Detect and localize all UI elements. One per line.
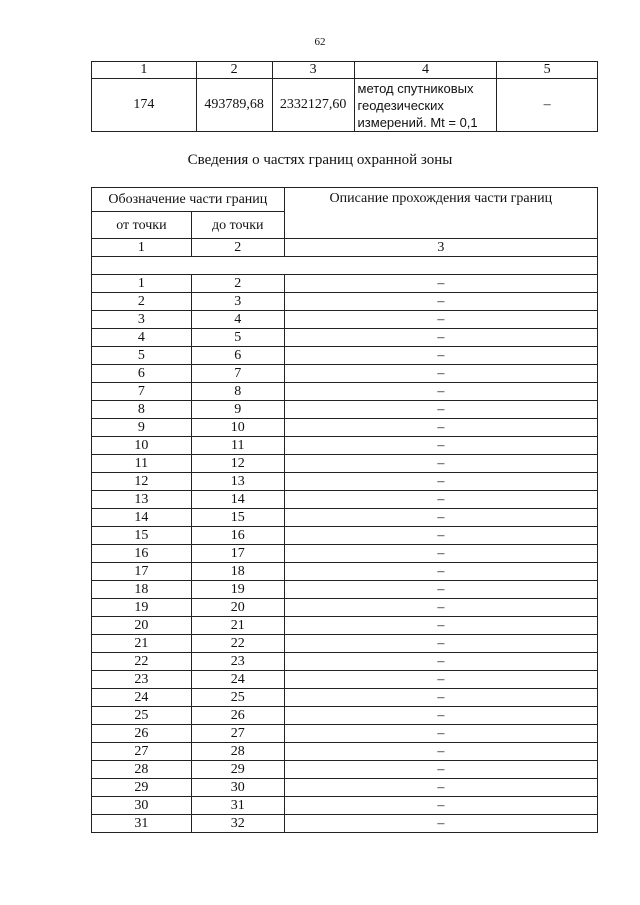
- cell-desc: –: [284, 527, 597, 545]
- method-description: [354, 79, 497, 132]
- cell-from: 12: [92, 473, 192, 491]
- header-to: до точки: [191, 212, 284, 239]
- cell-to: 22: [191, 635, 284, 653]
- table-row: [92, 635, 598, 653]
- cell-to: 17: [191, 545, 284, 563]
- cell-from: 25: [92, 707, 192, 725]
- cell-from: 10: [92, 437, 192, 455]
- boundary-parts-table: [91, 187, 598, 833]
- table-row: [92, 779, 598, 797]
- blank-cell: [92, 257, 598, 275]
- table-row: [92, 707, 598, 725]
- cell-desc: –: [284, 329, 597, 347]
- coordinate-y: 2332127,60: [272, 79, 354, 132]
- cell-to: 14: [191, 491, 284, 509]
- cell-to: 6: [191, 347, 284, 365]
- cell-to: 27: [191, 725, 284, 743]
- cell-to: 30: [191, 779, 284, 797]
- cell-desc: –: [284, 275, 597, 293]
- point-number: 174: [92, 79, 197, 132]
- cell-desc: –: [284, 473, 597, 491]
- cell-from: 29: [92, 779, 192, 797]
- header-cell: 4: [354, 62, 497, 79]
- coordinate-x: 493789,68: [196, 79, 272, 132]
- cell-from: 20: [92, 617, 192, 635]
- coordinates-table: [91, 61, 598, 132]
- col5-value: –: [497, 79, 598, 132]
- cell-desc: –: [284, 815, 597, 833]
- cell-desc: –: [284, 545, 597, 563]
- table-row: [92, 347, 598, 365]
- table-row: [92, 689, 598, 707]
- cell-desc: –: [284, 311, 597, 329]
- cell-to: 16: [191, 527, 284, 545]
- cell-from: 11: [92, 455, 192, 473]
- cell-to: 31: [191, 797, 284, 815]
- cell-from: 7: [92, 383, 192, 401]
- cell-from: 30: [92, 797, 192, 815]
- column-number: 1: [92, 239, 192, 257]
- cell-from: 21: [92, 635, 192, 653]
- cell-from: 9: [92, 419, 192, 437]
- cell-from: 5: [92, 347, 192, 365]
- method-line: геодезических: [357, 97, 444, 113]
- cell-to: 21: [191, 617, 284, 635]
- table-row: [92, 329, 598, 347]
- cell-desc: –: [284, 707, 597, 725]
- cell-from: 1: [92, 275, 192, 293]
- cell-to: 32: [191, 815, 284, 833]
- coordinates-header-row: [92, 62, 598, 79]
- cell-from: 31: [92, 815, 192, 833]
- table-row: [92, 797, 598, 815]
- header-cell: 5: [497, 62, 598, 79]
- section-title: Сведения о частях границ охранной зоны: [187, 152, 453, 168]
- table-row: [92, 401, 598, 419]
- table-row: [92, 545, 598, 563]
- table-row: [92, 563, 598, 581]
- cell-desc: –: [284, 437, 597, 455]
- cell-to: 4: [191, 311, 284, 329]
- table-row: [92, 419, 598, 437]
- table-row: [92, 617, 598, 635]
- cell-from: 6: [92, 365, 192, 383]
- cell-to: 19: [191, 581, 284, 599]
- cell-to: 5: [191, 329, 284, 347]
- cell-to: 10: [191, 419, 284, 437]
- cell-from: 2: [92, 293, 192, 311]
- header-row: [92, 188, 598, 212]
- cell-to: 9: [191, 401, 284, 419]
- cell-desc: –: [284, 599, 597, 617]
- cell-desc: –: [284, 419, 597, 437]
- cell-desc: –: [284, 347, 597, 365]
- cell-to: 12: [191, 455, 284, 473]
- cell-to: 29: [191, 761, 284, 779]
- cell-to: 24: [191, 671, 284, 689]
- cell-desc: –: [284, 401, 597, 419]
- method-line: метод спутниковых: [357, 80, 474, 96]
- cell-desc: –: [284, 689, 597, 707]
- table-row: [92, 473, 598, 491]
- table-row: [92, 365, 598, 383]
- cell-from: 17: [92, 563, 192, 581]
- table-row: [92, 275, 598, 293]
- cell-from: 28: [92, 761, 192, 779]
- table-row: [92, 725, 598, 743]
- header-description: Описание прохождения части границ: [284, 188, 597, 239]
- cell-to: 11: [191, 437, 284, 455]
- cell-to: 8: [191, 383, 284, 401]
- method-line: измерений. Mt = 0,1: [357, 114, 478, 130]
- cell-from: 15: [92, 527, 192, 545]
- table-row: [92, 311, 598, 329]
- cell-from: 19: [92, 599, 192, 617]
- table-row: [92, 761, 598, 779]
- cell-desc: –: [284, 383, 597, 401]
- header-cell: 3: [272, 62, 354, 79]
- cell-desc: –: [284, 563, 597, 581]
- cell-desc: –: [284, 581, 597, 599]
- table-row: [92, 79, 598, 132]
- table-row: [92, 581, 598, 599]
- cell-to: 23: [191, 653, 284, 671]
- cell-desc: –: [284, 491, 597, 509]
- page-number: 62: [314, 36, 326, 48]
- table-row: [92, 437, 598, 455]
- column-number-row: [92, 239, 598, 257]
- cell-from: 4: [92, 329, 192, 347]
- cell-to: 26: [191, 707, 284, 725]
- table-row: [92, 383, 598, 401]
- table-row: [92, 599, 598, 617]
- cell-to: 15: [191, 509, 284, 527]
- cell-desc: –: [284, 617, 597, 635]
- cell-to: 18: [191, 563, 284, 581]
- cell-to: 25: [191, 689, 284, 707]
- cell-from: 18: [92, 581, 192, 599]
- cell-to: 13: [191, 473, 284, 491]
- header-cell: 1: [92, 62, 197, 79]
- table-row: [92, 491, 598, 509]
- table-row: [92, 653, 598, 671]
- cell-desc: –: [284, 455, 597, 473]
- cell-desc: –: [284, 365, 597, 383]
- cell-desc: –: [284, 725, 597, 743]
- header-cell: 2: [196, 62, 272, 79]
- cell-from: 8: [92, 401, 192, 419]
- cell-desc: –: [284, 653, 597, 671]
- cell-to: 3: [191, 293, 284, 311]
- column-number: 3: [284, 239, 597, 257]
- cell-from: 3: [92, 311, 192, 329]
- cell-desc: –: [284, 779, 597, 797]
- table-row: [92, 671, 598, 689]
- cell-from: 26: [92, 725, 192, 743]
- blank-row: [92, 257, 598, 275]
- table-row: [92, 527, 598, 545]
- cell-to: 7: [191, 365, 284, 383]
- column-number: 2: [191, 239, 284, 257]
- table-row: [92, 293, 598, 311]
- cell-from: 27: [92, 743, 192, 761]
- cell-desc: –: [284, 293, 597, 311]
- cell-desc: –: [284, 761, 597, 779]
- cell-desc: –: [284, 671, 597, 689]
- cell-from: 16: [92, 545, 192, 563]
- cell-from: 23: [92, 671, 192, 689]
- cell-from: 22: [92, 653, 192, 671]
- cell-from: 14: [92, 509, 192, 527]
- cell-desc: –: [284, 635, 597, 653]
- cell-from: 13: [92, 491, 192, 509]
- cell-desc: –: [284, 509, 597, 527]
- cell-to: 28: [191, 743, 284, 761]
- table-row: [92, 743, 598, 761]
- table-row: [92, 509, 598, 527]
- header-from: от точки: [92, 212, 192, 239]
- cell-desc: –: [284, 743, 597, 761]
- header-group: Обозначение части границ: [92, 188, 285, 212]
- cell-to: 20: [191, 599, 284, 617]
- cell-from: 24: [92, 689, 192, 707]
- cell-desc: –: [284, 797, 597, 815]
- table-row: [92, 815, 598, 833]
- table-row: [92, 455, 598, 473]
- cell-to: 2: [191, 275, 284, 293]
